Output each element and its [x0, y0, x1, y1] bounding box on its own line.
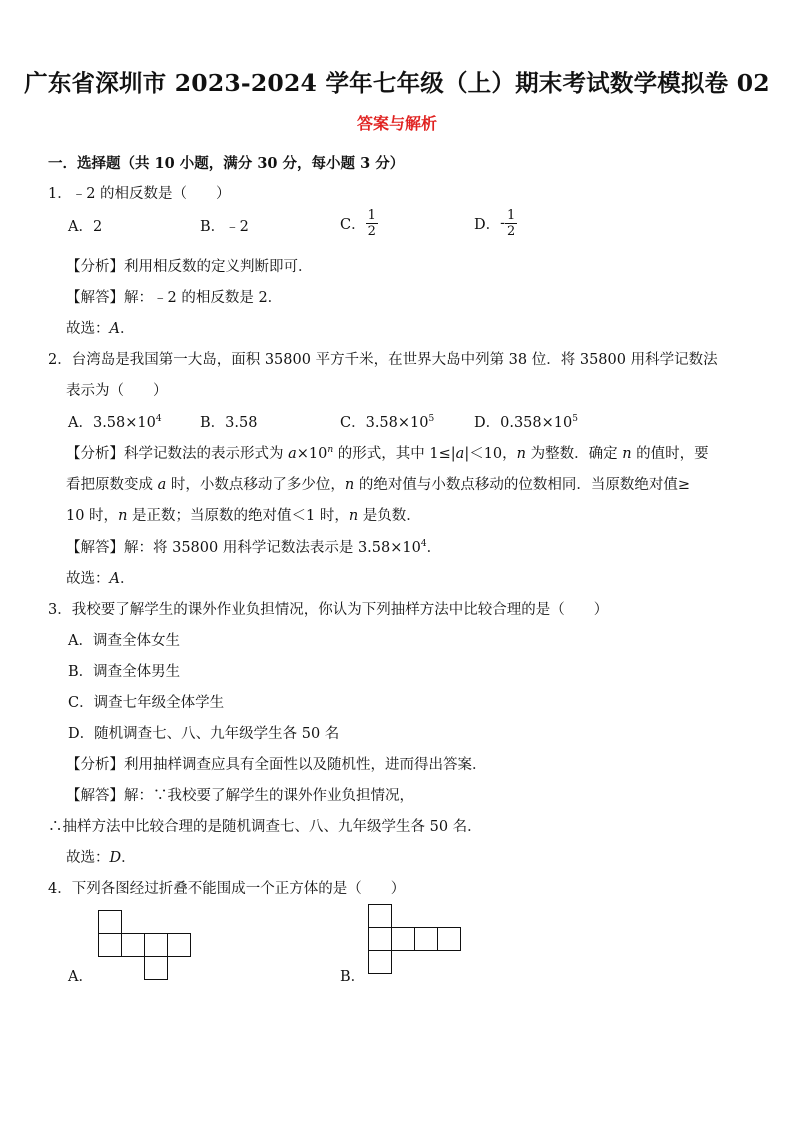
q2-choice-suffix: ． [119, 571, 135, 587]
net-square [144, 933, 168, 957]
q2-analysis-text: 时，小数点移动了多少位， [166, 477, 345, 493]
q2-option-d-text: D．0.358×10 [474, 415, 573, 431]
q1-analysis: 【分析】利用相反数的定义判断即可． [66, 259, 313, 275]
q1-option-d-sign: - [500, 215, 506, 232]
q3-stem: 3．我校要了解学生的课外作业负担情况，你认为下列抽样方法中比较合理的是（ ） [48, 602, 609, 618]
q2-analysis-var: n [622, 446, 632, 462]
section-heading: 一．选择题（共 10 小题，满分 30 分，每小题 3 分） [48, 155, 405, 172]
net-square [98, 910, 122, 934]
q1-option-d-numerator: 1 [507, 208, 516, 223]
q3-answer-line2: ∴抽样方法中比较合理的是随机调查七、八、九年级学生各 50 名． [48, 819, 482, 835]
q3-analysis: 【分析】利用抽样调查应具有全面性以及随机性，进而得出答案． [66, 757, 487, 773]
q3-option-a: A．调查全体女生 [68, 633, 180, 649]
q2-analysis-line2 [66, 473, 690, 494]
q2-analysis-text: 为整数．确定 [526, 446, 623, 462]
q3-answer-line1: 【解答】解：∵我校要了解学生的课外作业负担情况， [66, 788, 414, 804]
q1-option-c-fraction [366, 208, 378, 239]
q2-analysis-text: 的形式，其中 1≤| [333, 446, 456, 462]
q2-answer-text: 【解答】解：将 35800 用科学记数法表示是 3.58×10 [66, 540, 421, 556]
q2-analysis-var: a [157, 477, 167, 493]
q3-choice-letter: D [109, 850, 122, 866]
q2-analysis-text: |＜10， [464, 446, 517, 462]
q2-answer-exponent: 4 [420, 539, 427, 549]
q2-analysis-text: 的值时，要 [631, 446, 709, 462]
q1-option-d-fraction [505, 208, 517, 239]
q2-stem-line1: 2．台湾岛是我国第一大岛，面积 35800 平方千米，在世界大岛中列第 38 位．将 35800 用科学记数法 [48, 352, 718, 368]
q3-choice-suffix: ． [121, 850, 136, 866]
net-square [391, 927, 415, 951]
q1-option-b: B．﹣2 [200, 219, 249, 235]
page-subtitle: 答案与解析 [356, 114, 437, 133]
q1-option-d [474, 208, 517, 239]
net-square [368, 950, 392, 974]
q4-stem: 4．下列各图经过折叠不能围成一个正方体的是（ ） [48, 881, 406, 897]
q2-analysis-text: 是负数． [358, 508, 421, 524]
q2-option-d [474, 411, 578, 432]
q2-analysis-line3 [66, 504, 421, 525]
q1-option-a: A．2 [68, 219, 103, 235]
q3-option-b: B．调查全体男生 [68, 664, 181, 680]
q4-option-a-label: A． [68, 969, 93, 985]
q3-option-c: C．调查七年级全体学生 [68, 695, 225, 711]
q2-option-a-exponent: 4 [155, 414, 162, 424]
q1-answer: 【解答】解：﹣2 的相反数是 2． [66, 290, 283, 306]
q3-choice-prefix: 故选： [66, 850, 110, 866]
q2-analysis-text: 看把原数变成 [66, 477, 158, 493]
q4-option-b-label: B． [340, 969, 366, 985]
q2-option-b: B．3.58 [200, 415, 258, 431]
q1-option-c [340, 208, 378, 239]
net-square [368, 904, 392, 928]
q1-choice [66, 317, 134, 338]
q2-choice-letter: A [109, 571, 120, 587]
q1-choice-suffix: ． [119, 321, 135, 337]
q2-analysis-var: a [288, 446, 297, 462]
net-square [414, 927, 438, 951]
q2-choice [66, 567, 134, 588]
q1-option-c-label: C． [340, 217, 366, 233]
q2-analysis-text: 【分析】科学记数法的表示形式为 [66, 446, 289, 462]
q2-option-c [340, 411, 434, 432]
q2-analysis-text: ×10 [296, 446, 328, 462]
q2-option-c-exponent: 5 [428, 414, 435, 424]
q2-answer-end: ． [426, 540, 442, 556]
q3-option-d: D．随机调查七、八、九年级学生各 50 名 [68, 726, 340, 742]
net-square [368, 927, 392, 951]
q2-analysis-var: n [348, 508, 359, 524]
q1-option-d-denominator: 2 [507, 224, 516, 239]
q2-option-a [68, 411, 162, 432]
net-square [167, 933, 191, 957]
q2-analysis-text: 的绝对值与小数点移动的位数相同．当原数绝对值≥ [354, 477, 690, 493]
q1-choice-prefix: 故选： [66, 321, 110, 337]
q2-analysis-exponent: n [327, 445, 334, 455]
q1-stem: 1．﹣2 的相反数是（ ） [48, 186, 231, 202]
net-square [121, 933, 145, 957]
q2-answer [66, 536, 441, 557]
net-square [144, 956, 168, 980]
q2-analysis-text: 是正数；当原数的绝对值＜1 时， [127, 508, 349, 524]
q2-analysis-var: a [455, 446, 465, 462]
q2-analysis-var: n [118, 508, 128, 524]
net-square [437, 927, 461, 951]
q1-option-d-label: D． [474, 217, 501, 233]
q2-analysis-var: n [344, 477, 355, 493]
q2-analysis-var: n [516, 446, 526, 462]
q2-analysis-line1 [66, 442, 709, 463]
q1-choice-letter: A [109, 321, 120, 337]
q2-stem-line2: 表示为（ ） [66, 383, 168, 399]
net-square [98, 933, 122, 957]
q2-choice-prefix: 故选： [66, 571, 110, 587]
page-title: 广东省深圳市 2023-2024 学年七年级（上）期末考试数学模拟卷 02 [24, 69, 770, 97]
q2-option-d-exponent: 5 [572, 414, 578, 424]
q3-choice [66, 846, 136, 867]
q2-option-a-text: A．3.58×10 [68, 415, 156, 431]
q2-analysis-text: 10 时， [66, 508, 119, 524]
q1-option-c-numerator: 1 [367, 208, 376, 223]
q2-option-c-text: C．3.58×10 [340, 415, 429, 431]
q1-option-c-denominator: 2 [367, 224, 376, 239]
